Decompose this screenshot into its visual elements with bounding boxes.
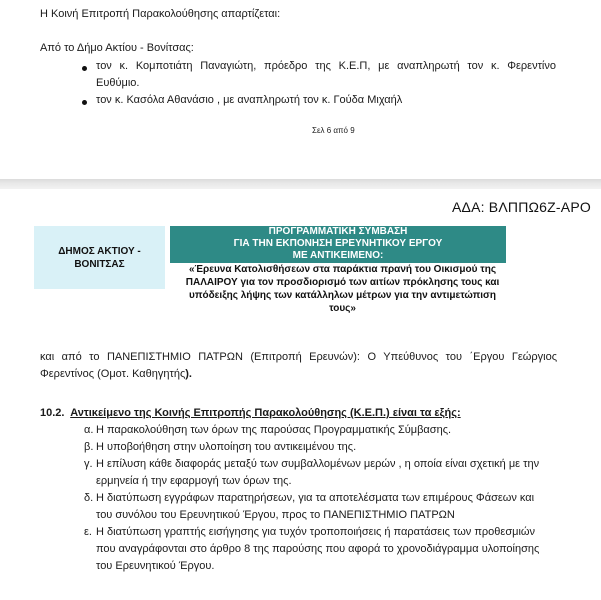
university-line-text: Φερεντίνος (Ομοτ. Καθηγητής <box>40 368 186 380</box>
bullet-text-line: τον κ. Κασόλα Αθανάσιο , με αναπληρωτή τον κ. Γούδα Μιχαήλ <box>96 94 403 106</box>
municipality-box-line: ΔΗΜΟΣ ΑΚΤΙΟΥ - <box>58 245 141 257</box>
item-label: β. <box>84 441 94 453</box>
item-label: γ. <box>84 458 93 470</box>
university-line-end: ). <box>185 368 192 380</box>
item-text-line: ερμηνεία ή την εφαρμογή των όρων της. <box>96 475 292 487</box>
item-label: δ. <box>84 492 94 504</box>
page-separator <box>0 179 601 189</box>
ada-code: ΑΔΑ: ΒΛΠΠΩ6Ζ-ΑΡΟ <box>452 199 591 215</box>
bullet-icon <box>82 66 87 71</box>
item-label: ε. <box>84 526 92 538</box>
committee-line: Η Κοινή Επιτροπή Παρακολούθησης απαρτίζεται: <box>40 8 281 20</box>
contract-subject <box>170 263 515 315</box>
section-number: 10.2. <box>40 407 65 419</box>
bullet-text-line: τον κ. Κομποτιάτη Παναγιώτη, πρόεδρο της Κ.Ε.Π, με αναπληρωτή τον κ. Φερεντίνο <box>96 60 556 72</box>
contract-header-line: ΠΡΟΓΡΑΜΜΑΤΙΚΗ ΣΥΜΒΑΣΗ <box>268 226 408 237</box>
bullet-icon <box>82 100 87 105</box>
item-label: α. <box>84 424 94 436</box>
subject-line: υπόδειξης λήψης των κατάλληλων μέτρων για την αντιμετώπιση <box>189 290 496 301</box>
municipality-box-line: ΒΟΝΙΤΣΑΣ <box>74 258 125 270</box>
page-number: Σελ 6 από 9 <box>312 126 355 135</box>
item-text-line: Η διατύπωση εγγράφων παρατηρήσεων, για τα αποτελέσματα των επιμέρους Φάσεων και <box>96 492 535 504</box>
section-heading <box>40 405 461 422</box>
contract-header-line: ΜΕ ΑΝΤΙΚΕΙΜΕΝΟ: <box>292 250 384 261</box>
item-text-line: Η υποβοήθηση στην υλοποίηση του αντικειμένου της. <box>96 441 357 453</box>
item-text-line: Η επίλυση κάθε διαφοράς μεταξύ των συμβαλλομένων μερών , η οποία είναι σχετική με την <box>96 458 540 470</box>
contract-header-line: ΓΙΑ ΤΗΝ ΕΚΠΟΝΗΣΗ ΕΡΕΥΝΗΤΙΚΟΥ ΕΡΓΟΥ <box>233 238 443 249</box>
university-line-2 <box>40 366 192 383</box>
section-title: Αντικείμενο της Κοινής Επιτροπής Παρακολούθησης (Κ.Ε.Π.) είναι τα εξής: <box>70 407 461 419</box>
contract-header <box>170 226 506 263</box>
municipality-box <box>34 226 165 289</box>
subject-line: ΠΑΛΑΙΡΟΥ για τον προσδιορισμό των αιτίων πρόκλησης τους και <box>185 277 500 288</box>
municipality-line: Από το Δήμο Ακτίου - Βονίτσας: <box>40 42 194 54</box>
university-line: και από το ΠΑΝΕΠΙΣΤΗΜΙΟ ΠΑΤΡΩΝ (Επιτροπή Ερευνών): Ο Υπεύθυνος του ΄Εργου Γεώργιος <box>40 351 557 363</box>
subject-line: «Έρευνα Κατολισθήσεων στα παράκτια πρανή του Οικισμού της <box>188 264 497 275</box>
item-text-line: Η παρακολούθηση των όρων της παρούσας Προγραμματικής Σύμβασης. <box>96 424 452 436</box>
subject-line: τους» <box>329 303 356 314</box>
item-text-line: του Ερευνητικού Έργου. <box>96 560 215 572</box>
item-text-line: που αναγράφονται στο άρθρο 8 της παρούσης που αφορά το χρονοδιάγραμμα υλοποίησης <box>96 543 540 555</box>
item-text-line: Η διατύπωση γραπτής εισήγησης για τυχόν τροποποιήσεις ή παρατάσεις των προθεσμιών <box>96 526 535 538</box>
item-text-line: του συνόλου του Ερευνητικού Έργου, προς το ΠΑΝΕΠΙΣΤΗΜΙΟ ΠΑΤΡΩΝ <box>96 509 455 521</box>
bullet-text-line: Ευθύμιο. <box>96 77 140 89</box>
